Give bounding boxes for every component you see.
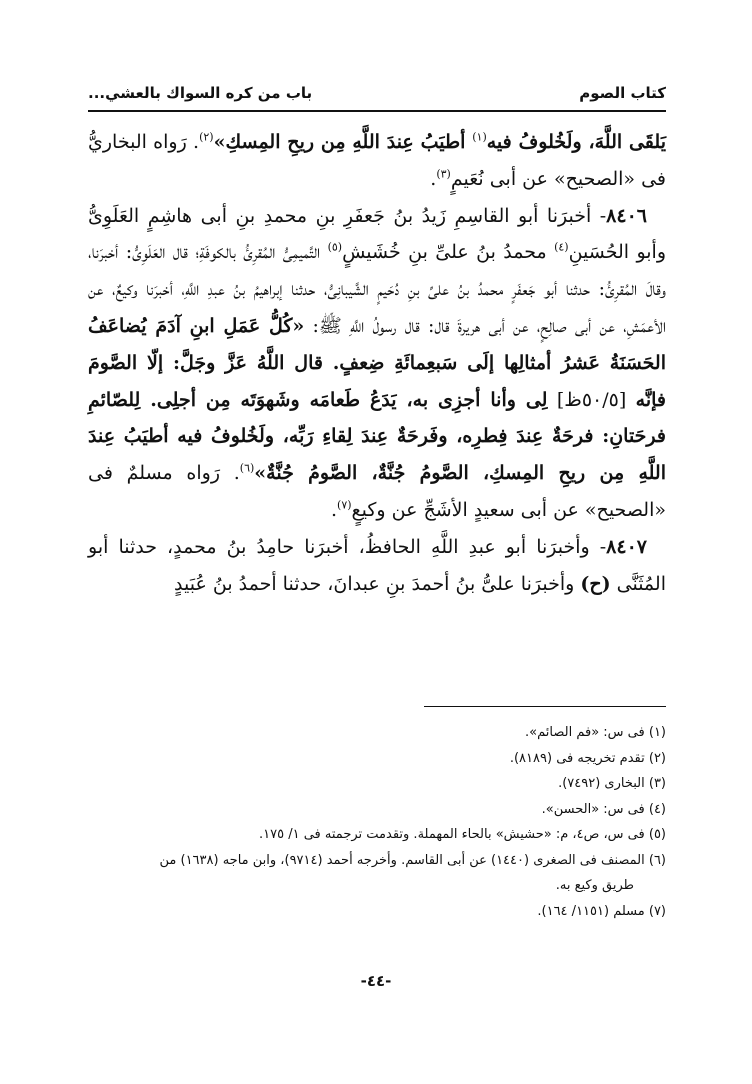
- paragraph-8406: [88, 198, 666, 529]
- footnote-divider: [424, 706, 666, 707]
- body-text: - وأخبرَنا أبو عبدِ اللَّهِ الحافظُ، أخبرَنا حامِدُ بنُ محمدٍ، حدثنا أبو المُثَنَّى: [88, 535, 666, 595]
- body-text: .: [430, 167, 437, 190]
- hadith-text: يَلقَى اللَّهَ، ولَخُلوفُ فيه: [486, 131, 666, 153]
- page-marker: [٥٠/٥ظ]: [547, 388, 636, 411]
- footnote-4: (٤) فى س: «الحسن».: [541, 801, 666, 817]
- body-text: - أخبرَنا أبو القاسِمِ زَيدُ بنُ جَعفَرِ بنِ محمدِ بنِ أبى هاشِمٍ العَلَوِىُّ وأبو الحُسَينِ: [88, 204, 667, 264]
- footnote-ref: (٤): [554, 241, 569, 255]
- running-header: [88, 82, 666, 112]
- footnote-7: (٧) مسلم (١١٥١/ ١٦٤).: [537, 903, 666, 919]
- footnote-ref: (٥): [327, 241, 343, 255]
- body-text: . رَواه مسلمٌ فى «الصحيح» عن أبى سعيدٍ الأشَجِّ عن وكيعٍ: [88, 462, 666, 521]
- footnote-5: (٥) فى س، ص٤، م: «حشيش» بالحاء المهملة. وتقدمت ترجمته فى ١/ ١٧٥.: [259, 827, 666, 842]
- main-text: [88, 124, 666, 602]
- body-text: التَّميمِىُّ المُقرِئُ بالكوفَةِ؛ قال العَلَوِىُّ: أخبرَنا، وقالَ المُقرِئُ: حدثنا أبو جَعفَرٍ محمدُ بنُ علىِّ بنِ دُحَيمٍ الشَّيبانِىُّ، حدثنا إبراهيمُ بنُ عبدِ اللَّهِ، أخبرَنا وكيعٌ، عن الأعمَشِ، عن أبى صالِحٍ، عن أبى هريرةَ قال: قال رسولُ اللَّهِ ﷺ:: [88, 241, 666, 337]
- paragraph-continuation: [88, 124, 666, 198]
- hadith-text: «كُلُّ عَمَلِ ابنِ آدَمَ يُضاعَفُ الحَسَنَةُ عَشرُ أمثالِها إلَى سَبعِمائَةِ ضِعفٍ. قال اللَّهُ عَزَّ وجَلَّ: إلّا الصَّومَ فإنَّه: [88, 314, 666, 411]
- section-title: باب من كره السواك بالعشي...: [88, 84, 313, 102]
- footnote-ref: (١): [472, 130, 487, 144]
- hadith-text: أطيَبُ عِندَ اللَّهِ مِن ريحِ المِسكِ»: [213, 131, 473, 153]
- body-text: . رَواه البخاريُّ فى «الصحيح» عن أبى نُعَيمٍ: [88, 131, 666, 190]
- footnote-2: (٢) تقدم تخريجه فى (٨١٨٩).: [509, 750, 666, 766]
- chapter-title: كتاب الصوم: [579, 84, 666, 102]
- footnote-3: (٣) البخارى (٧٤٩٢).: [558, 776, 666, 791]
- footnote-6-continued: طريق وكيع به.: [555, 878, 634, 893]
- chain-marker: (ح): [580, 572, 611, 595]
- hadith-text: لِى وأنا أجزِى به، يَدَعُ طَعامَه وشَهوَتَه مِن أجلِى. لِلصّائمِ فرحَتانِ: فرحَةٌ عِندَ فِطرِه، وفَرحَةٌ عِندَ لِقاءِ رَبِّه، ولَخُلوفُ فيه أطيَبُ عِندَ اللَّهِ مِن ريحِ المِسكِ، الصَّومُ جُنَّةٌ، الصَّومُ جُنَّةٌ»: [88, 388, 666, 485]
- footnote-ref: (٢): [199, 130, 214, 144]
- paragraph-8407: [88, 529, 666, 603]
- body-text: وأخبرَنا علىُّ بنُ أحمدَ بنِ عبدانَ، حدثنا أحمدُ بنُ عُبَيدٍ: [174, 572, 581, 595]
- hadith-number: ٨٤٠٦: [606, 204, 647, 227]
- page-number: -٤٤-: [360, 972, 392, 990]
- footnote-ref: (٧): [337, 498, 352, 512]
- footnote-ref: (٣): [436, 167, 451, 181]
- footnote-6: (٦) المصنف فى الصغرى (١٤٤٠) عن أبى القاسم. وأخرجه أحمد (٩٧١٤)، وابن ماجه (١٦٣٨) من: [159, 852, 666, 868]
- footnote-1: (١) فى س: «فم الصائم».: [525, 725, 666, 740]
- footnote-ref: (٦): [239, 461, 255, 475]
- body-text: محمدُ بنُ علىِّ بنِ خُشَيشٍ: [342, 241, 555, 264]
- hadith-number: ٨٤٠٧: [606, 535, 647, 558]
- footnotes: [88, 720, 666, 924]
- body-text: .: [330, 498, 338, 521]
